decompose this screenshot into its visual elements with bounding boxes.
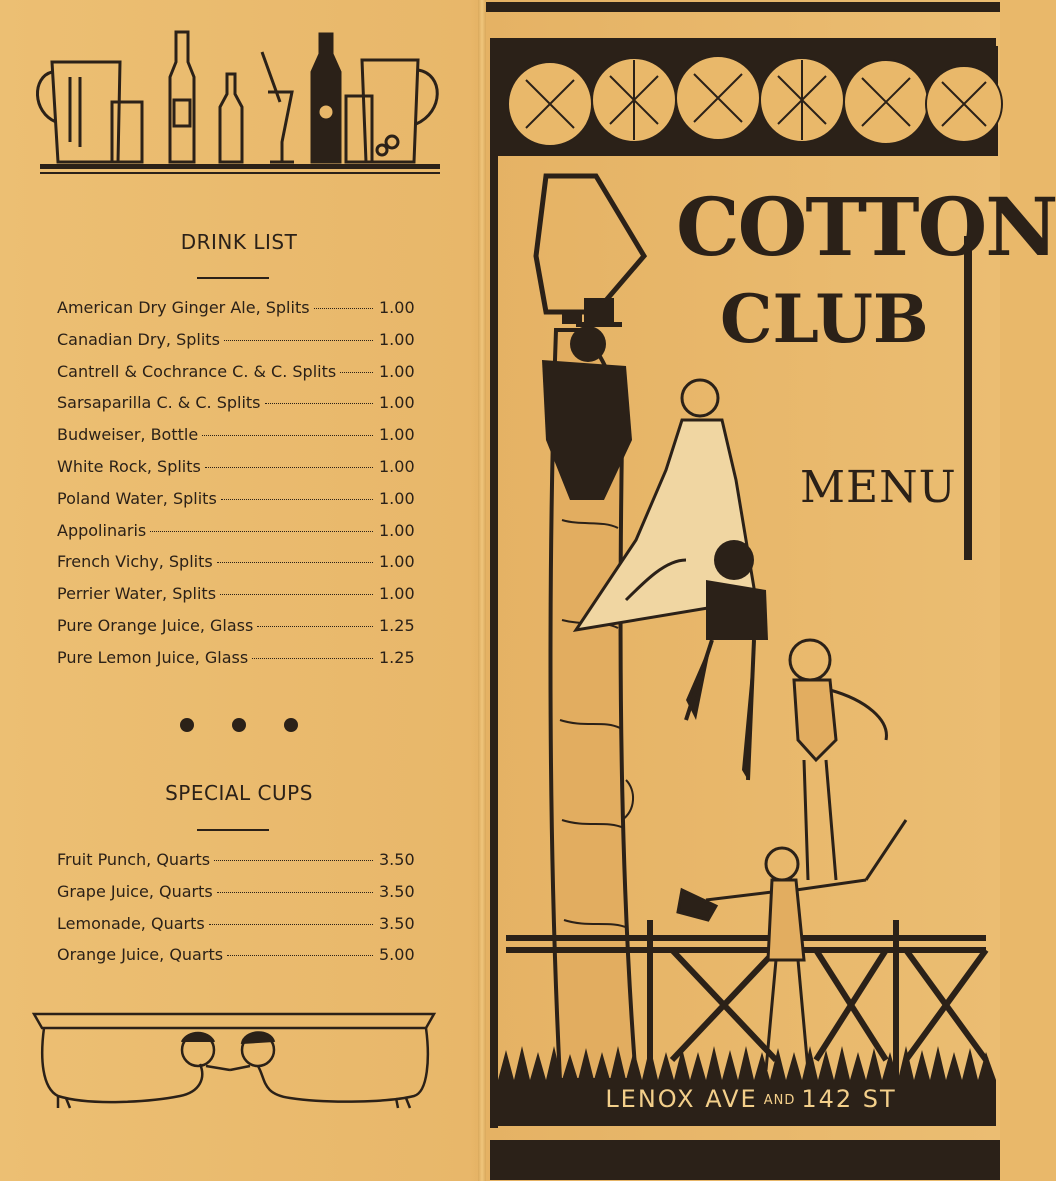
bottles-shelf-illustration [30, 22, 450, 182]
item-price: 3.50 [379, 850, 415, 869]
item-name: French Vichy, Splits [57, 552, 213, 572]
address-street: LENOX AVE [605, 1085, 758, 1113]
leader-dots [220, 594, 373, 595]
special-cups-title: SPECIAL CUPS [165, 781, 313, 805]
item-price: 1.00 [379, 584, 415, 604]
leader-dots [209, 924, 373, 925]
cover-panel [486, 0, 1056, 1181]
list-item [57, 489, 413, 521]
address-and: AND [763, 1092, 796, 1108]
leader-dots [205, 467, 373, 468]
leader-dots [214, 860, 373, 861]
item-price: 1.00 [379, 456, 415, 476]
item-price: 1.00 [379, 425, 415, 445]
item-name: Grape Juice, Quarts [57, 881, 213, 901]
separator-dot [232, 718, 246, 732]
item-price: 5.00 [379, 945, 415, 965]
item-name: Fruit Punch, Quarts [57, 850, 211, 869]
item-price: 1.25 [379, 615, 415, 635]
leader-dots [224, 340, 373, 341]
item-name: Perrier Water, Splits [57, 584, 217, 604]
list-item [57, 552, 413, 584]
cover-title-line1: COTTON [676, 180, 1056, 274]
leader-dots [252, 658, 373, 659]
drink-list-divider [197, 277, 269, 279]
item-price: 3.50 [379, 881, 415, 901]
list-item [57, 914, 413, 946]
leader-dots [227, 955, 373, 956]
leader-dots [257, 626, 373, 627]
drink-list-panel [0, 0, 478, 1181]
reclining-dancers-illustration [30, 1008, 440, 1120]
item-price: 3.50 [379, 913, 415, 933]
item-price: 1.00 [379, 520, 415, 540]
drink-list [57, 298, 413, 680]
leader-dots [340, 372, 373, 373]
list-item [57, 298, 413, 330]
special-cups-divider [197, 829, 269, 831]
item-name: Sarsaparilla C. & C. Splits [57, 393, 261, 413]
item-name: Orange Juice, Quarts [57, 945, 224, 965]
item-price: 1.00 [379, 329, 415, 349]
cover-subtitle: MENU [800, 462, 957, 513]
list-item [57, 425, 413, 457]
section-separator [0, 718, 478, 732]
item-name: Canadian Dry, Splits [57, 329, 220, 349]
item-price: 1.00 [379, 488, 415, 508]
leader-dots [217, 562, 373, 563]
separator-dot [180, 718, 194, 732]
list-item [57, 882, 413, 914]
cover-title-line2: CLUB [720, 280, 929, 358]
item-price: 1.00 [379, 361, 415, 381]
list-item [57, 362, 413, 394]
list-item [57, 616, 413, 648]
item-price: 1.00 [379, 552, 415, 572]
item-name: White Rock, Splits [57, 456, 201, 476]
leader-dots [221, 499, 373, 500]
cover-illustration [486, 0, 1000, 1181]
list-item [57, 393, 413, 425]
list-item [57, 850, 413, 882]
item-name: Pure Orange Juice, Glass [57, 615, 254, 635]
list-item [57, 330, 413, 362]
special-cups-list [57, 850, 413, 977]
list-item [57, 457, 413, 489]
item-price: 1.00 [379, 298, 415, 317]
item-name: Pure Lemon Juice, Glass [57, 647, 249, 667]
item-price: 1.00 [379, 393, 415, 413]
page-fold [478, 0, 486, 1181]
leader-dots [265, 403, 373, 404]
address-number: 142 ST [801, 1085, 897, 1113]
item-name: Poland Water, Splits [57, 488, 217, 508]
list-item [57, 945, 413, 977]
list-item [57, 648, 413, 680]
leader-dots [150, 531, 373, 532]
list-item [57, 584, 413, 616]
leader-dots [217, 892, 373, 893]
separator-dot [284, 718, 298, 732]
item-name: Appolinaris [57, 520, 147, 540]
address-banner [506, 1085, 996, 1113]
item-name: American Dry Ginger Ale, Splits [57, 298, 310, 317]
item-name: Lemonade, Quarts [57, 913, 205, 933]
item-name: Budweiser, Bottle [57, 425, 199, 445]
item-price: 1.25 [379, 647, 415, 667]
list-item [57, 521, 413, 553]
leader-dots [202, 435, 373, 436]
leader-dots [314, 308, 373, 309]
drink-list-title: DRINK LIST [180, 230, 298, 254]
item-name: Cantrell & Cochrance C. & C. Splits [57, 361, 337, 381]
